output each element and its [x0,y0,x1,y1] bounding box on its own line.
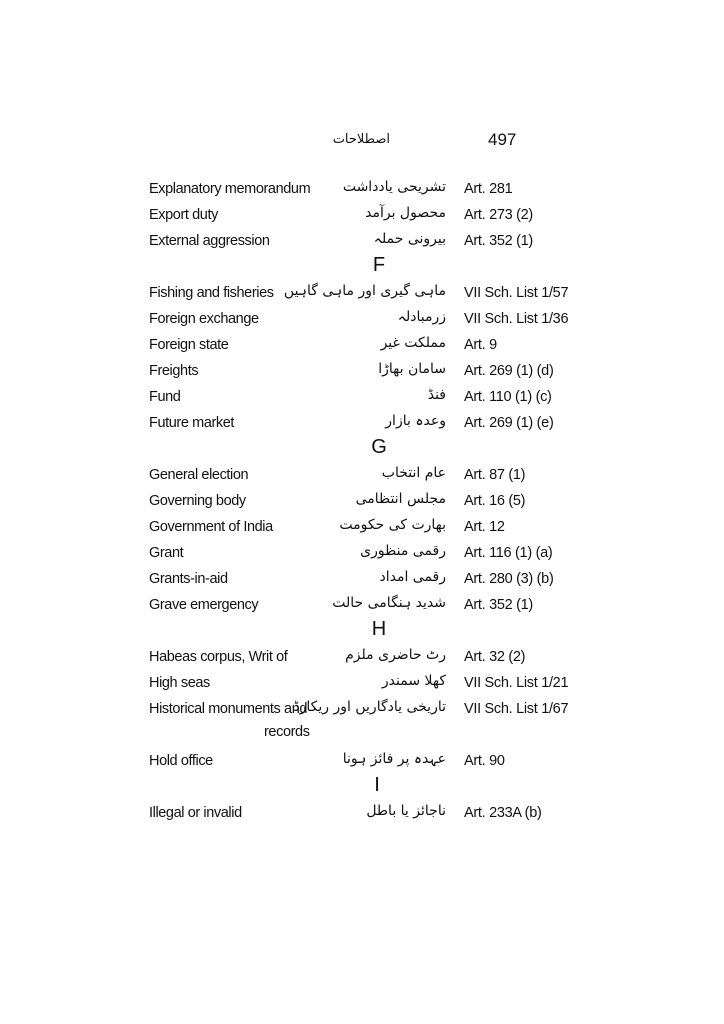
entry-english-term: Explanatory memorandum [149,181,311,197]
glossary-entry-continuation [0,724,724,750]
glossary-entry [0,464,724,490]
entry-article-reference: Art. 9 [464,337,497,353]
page-number: 497 [488,130,517,149]
entry-urdu-term: رٹ حاضری ملزم [345,647,446,663]
glossary-entry [0,750,724,776]
glossary-entry [0,802,724,828]
glossary-entry [0,672,724,698]
entry-urdu-term: سامان بھاڑا [378,361,446,377]
entry-english-term: Historical monuments and [149,701,308,717]
glossary-entry [0,230,724,256]
entry-urdu-term: فنڈ [427,387,446,403]
entry-english-term: External aggression [149,233,270,249]
section-letter-i: I [374,774,380,796]
entry-english-term: Foreign state [149,337,229,353]
glossary-entry [0,178,724,204]
entry-article-reference: Art. 281 [464,181,513,197]
entry-article-reference: VII Sch. List 1/67 [464,701,569,717]
section-letter-f: F [372,254,386,276]
entry-urdu-term: رقمی منظوری [360,543,446,559]
glossary-entry [0,568,724,594]
entry-english-term: General election [149,467,249,483]
entry-article-reference: Art. 352 (1) [464,597,533,613]
entry-english-term: Future market [149,415,235,431]
entry-article-reference: Art. 87 (1) [464,467,526,483]
entry-article-reference: Art. 116 (1) (a) [464,545,553,561]
entry-urdu-term: زرمبادلہ [397,309,446,325]
glossary-entry [0,360,724,386]
glossary-entry [0,204,724,230]
entry-english-term: Grant [149,545,184,561]
entry-article-reference: Art. 110 (1) (c) [464,389,552,405]
entry-english-term: Grave emergency [149,597,259,613]
entry-article-reference: Art. 16 (5) [464,493,526,509]
glossary-entry [0,516,724,542]
section-letter-h: H [371,618,387,640]
section-letter-g: G [371,436,387,458]
entry-english-term: Governing body [149,493,246,509]
entry-article-reference: Art. 233A (b) [464,805,542,821]
entry-urdu-term: بھارت کی حکومت [339,517,446,533]
glossary-entry [0,490,724,516]
entry-english-term: Foreign exchange [149,311,259,327]
entry-english-term: Illegal or invalid [149,805,242,821]
glossary-entry [0,698,724,724]
entry-english-term: Habeas corpus, Writ of [149,649,288,665]
entry-article-reference: Art. 273 (2) [464,207,533,223]
entry-urdu-term: مجلس انتظامی [355,491,446,507]
entry-urdu-term: ناجائز یا باطل [366,803,446,819]
glossary-entry [0,542,724,568]
entry-article-reference: VII Sch. List 1/36 [464,311,569,327]
entry-urdu-term: وعدہ بازار [385,413,446,429]
entry-article-reference: Art. 352 (1) [464,233,533,249]
running-header-title: اصطلاحات [332,132,390,147]
entry-urdu-term: محصول برآمد [365,205,446,221]
entry-english-continuation: records [264,724,310,740]
entry-urdu-term: مملکت غیر [380,335,446,351]
entry-english-term: Export duty [149,207,218,223]
glossary-entry [0,412,724,438]
entry-english-term: Fishing and fisheries [149,285,274,301]
glossary-entry [0,386,724,412]
entry-english-term: Government of India [149,519,273,535]
entry-article-reference: VII Sch. List 1/21 [464,675,569,691]
entry-urdu-term: شدید ہنگامی حالت [332,595,446,611]
entry-article-reference: Art. 269 (1) (e) [464,415,554,431]
entry-urdu-term: رقمی امداد [379,569,446,585]
entry-urdu-term: تاریخی یادگاریں اور ریکارڈ [293,699,446,715]
entry-urdu-term: کھلا سمندر [381,673,446,689]
glossary-entry [0,282,724,308]
glossary-entry [0,594,724,620]
entry-english-term: Hold office [149,753,213,769]
glossary-entry [0,308,724,334]
entry-urdu-term: ماہی گیری اور ماہی گاہیں [283,283,446,299]
entry-article-reference: Art. 269 (1) (d) [464,363,554,379]
entry-urdu-term: بیرونی حملہ [373,231,446,247]
entry-article-reference: Art. 280 (3) (b) [464,571,554,587]
glossary-entry [0,646,724,672]
entry-english-term: Freights [149,363,199,379]
entry-urdu-term: عہدہ پر فائز ہونا [342,751,446,767]
glossary-entry [0,334,724,360]
entry-english-term: Grants-in-aid [149,571,228,587]
entry-article-reference: VII Sch. List 1/57 [464,285,569,301]
entry-urdu-term: عام انتخاب [381,465,446,481]
entry-article-reference: Art. 32 (2) [464,649,526,665]
entry-urdu-term: تشریحی یادداشت [342,179,446,195]
entry-english-term: High seas [149,675,210,691]
entry-english-term: Fund [149,389,181,405]
entry-article-reference: Art. 12 [464,519,505,535]
entry-article-reference: Art. 90 [464,753,505,769]
